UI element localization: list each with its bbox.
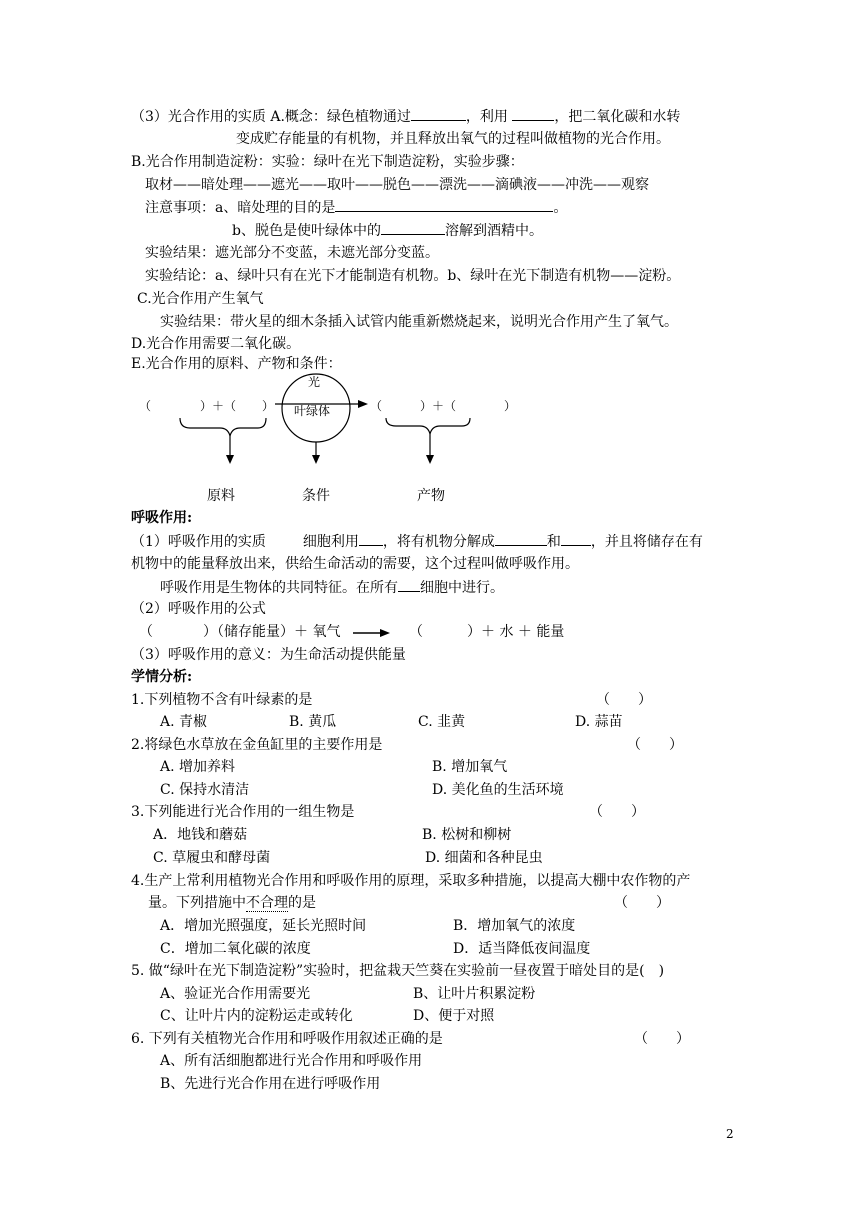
option-4a[interactable]: A．增加光照强度，延长光照时间 [160,918,367,934]
raw-brace [180,418,266,436]
option-5b[interactable]: B、让叶片积累淀粉 [413,986,536,1002]
blank[interactable] [495,531,547,546]
diagram-left-open: （ [139,399,152,413]
text: 呼吸作用是生物体的共同特征。在所有 [160,580,398,596]
text: （1）呼吸作用的实质 [131,534,266,550]
label-conditions: 条件 [302,488,330,504]
text: ，把二氧化碳和水转 [554,109,681,125]
question-6: 6. 下列有关植物光合作用和呼吸作用叙述正确的是 [131,1031,443,1047]
reaction-arrow-head [358,400,368,408]
option-1d[interactable]: D. 蒜苗 [575,714,623,730]
question-2-paren: （ ） [627,737,683,753]
option-2c[interactable]: C. 保持水清洁 [160,782,250,798]
question-4: 4.生产上常利用植物光合作用和呼吸作用的原理，采取多种措施，以提高大棚中农作物的产 [131,873,691,889]
text: ，将有机物分解成 [382,534,495,550]
respiration-line-1 [131,531,703,552]
question-3-paren: （ ） [589,804,645,820]
question-1-paren: （ ） [596,692,652,708]
text: 溶解到酒精中。 [444,223,543,239]
line-starch: B.光合作用制造淀粉：实验：绿叶在光下制造淀粉，实验步骤： [131,154,524,170]
respiration-line-3 [160,577,504,598]
text: b、脱色是使叶绿体中的 [232,223,381,239]
option-3b[interactable]: B. 松树和柳树 [422,827,512,843]
option-3a[interactable]: A．地钱和蘑菇 [153,827,248,843]
text: 。 [553,200,568,216]
option-4d[interactable]: D．适当降低夜间温度 [453,941,591,957]
question-1: 1.下列植物不含有叶绿素的是 [131,692,313,708]
label-raw-materials: 原料 [207,488,235,504]
line-steps: 取材——暗处理——遮光——取叶——脱色——漂洗——滴碘液——冲洗——观察 [145,177,649,193]
page-number: 2 [726,1127,734,1141]
question-5: 5. 做“绿叶在光下制造淀粉”实验时，把盆栽天竺葵在实验前一昼夜置于暗处目的是( ) [131,963,665,979]
respiration-arrow-head [380,629,390,637]
option-3c[interactable]: C. 草履虫和酵母菌 [153,850,271,866]
text: 量。下列措施中 [148,895,246,911]
option-1b[interactable]: B. 黄瓜 [289,714,337,730]
line-result: 实验结果：遮光部分不变蓝，未遮光部分变蓝。 [145,245,439,261]
diagram-right-open: （ [370,399,383,413]
respiration-formula-title: （2）呼吸作用的公式 [131,601,266,617]
formula-open-2: （ [409,624,423,640]
diagram-light: 光 [308,375,321,389]
analysis-title: 学情分析: [131,669,193,685]
option-1c[interactable]: C. 韭黄 [418,714,466,730]
option-6b[interactable]: B、先进行光合作用在进行呼吸作用 [160,1076,381,1092]
text: ，并且将储存在有 [590,534,703,550]
emphasis-text: 不合理 [246,895,288,911]
respiration-title: 呼吸作用: [131,510,193,526]
product-arrow-head [426,455,434,464]
option-5c[interactable]: C、让叶片内的淀粉运走或转化 [160,1008,353,1024]
option-2d[interactable]: D. 美化鱼的生活环境 [432,782,564,798]
blank[interactable] [561,531,591,546]
text: 注意事项：a、暗处理的目的是 [145,200,336,216]
line-raw: E.光合作用的原料、产物和条件： [131,356,342,372]
option-4b[interactable]: B．增加氧气的浓度 [453,918,576,934]
respiration-line-2: 机物中的能量释放出来，供给生命活动的需要，这个过程叫做呼吸作用。 [131,556,579,572]
respiration-meaning: （3）呼吸作用的意义：为生命活动提供能量 [131,647,406,663]
option-3d[interactable]: D. 细菌和各种昆虫 [425,850,543,866]
text: ，利用 [465,109,508,125]
diagram-left-close: ） [262,399,275,413]
product-brace [386,418,470,434]
diagram-right-mid: ）＋（ [420,399,457,413]
text: 细胞利用 [302,534,359,550]
question-2: 2.将绿色水草放在金鱼缸里的主要作用是 [131,737,383,753]
diagram-right-close: ） [504,399,517,413]
question-4-line-2 [148,893,316,913]
option-2b[interactable]: B. 增加氧气 [432,759,508,775]
question-6-paren: （ ） [634,1031,690,1047]
option-1a[interactable]: A. 青椒 [160,714,208,730]
diagram-chloroplast: 叶绿体 [294,404,331,418]
text: （3）光合作用的实质 A.概念：绿色植物通过 [131,109,411,125]
formula-open: （ [139,624,153,640]
option-2a[interactable]: A. 增加养料 [160,759,236,775]
formula-rest: ）＋ 水 ＋ 能量 [467,624,565,640]
text: 细胞中进行。 [420,580,504,596]
option-5d[interactable]: D、便于对照 [413,1008,495,1024]
line-oxygen: C.光合作用产生氧气 [137,291,264,307]
line-essence-2: 变成贮存能量的有机物，并且释放出氧气的过程叫做植物的光合作用。 [236,131,670,147]
blank[interactable] [359,531,383,546]
option-6a[interactable]: A、所有活细胞都进行光合作用和呼吸作用 [160,1053,423,1069]
diagram-left-mid: ）＋（ [200,399,237,413]
blank[interactable] [398,577,420,592]
question-3: 3.下列能进行光合作用的一组生物是 [131,804,355,820]
question-4-paren: （ ） [614,895,670,911]
condition-arrow-head [312,455,320,464]
option-4c[interactable]: C．增加二氧化碳的浓度 [160,941,311,957]
line-oxygen-result: 实验结果：带火星的细木条插入试管内能重新燃烧起来，说明光合作用产生了氧气。 [160,314,678,330]
text: 和 [546,534,561,550]
formula-close: ）（储存能量）＋ 氧气 [203,624,341,640]
line-conclusion: 实验结论：a、绿叶只有在光下才能制造有机物。b、绿叶在光下制造有机物——淀粉。 [145,268,681,284]
option-5a[interactable]: A、验证光合作用需要光 [160,986,311,1002]
label-products: 产物 [417,488,445,504]
line-co2: D.光合作用需要二氧化碳。 [131,336,301,352]
text: 的是 [288,895,316,911]
raw-arrow-head [226,455,234,464]
